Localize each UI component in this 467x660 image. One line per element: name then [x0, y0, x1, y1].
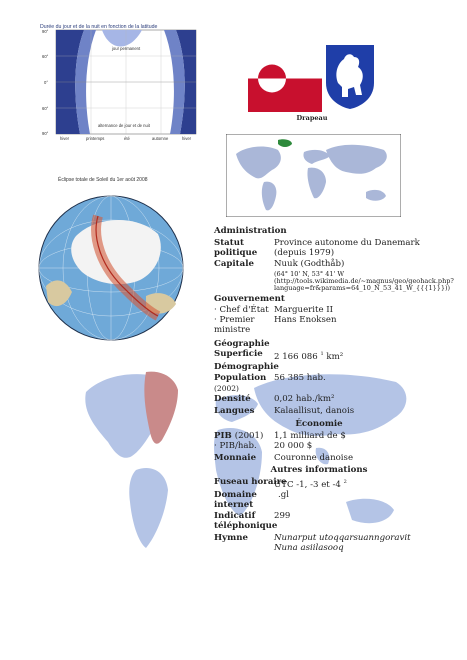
eco-heading: Économie — [295, 419, 343, 429]
capitale-url-1[interactable]: (http://tools.wikimedia.de/~magnus/geo/geohack.php? — [274, 277, 454, 285]
y-tick: 90° — [42, 131, 49, 136]
indicatif-value: 299 — [274, 511, 291, 521]
chef-value: Marguerite II — [274, 305, 334, 315]
hymne-label: Hymne — [214, 533, 248, 543]
capitale-value: Nuuk (Godthåb) — [274, 259, 345, 269]
gouvernement-label: Gouvernement — [214, 294, 285, 304]
superficie-value: 2 166 086 $^1$ km² — [274, 351, 344, 362]
premier-label: · Premier ministre — [214, 315, 255, 335]
pib-value: 1,1 milliard de $ — [274, 431, 346, 441]
admin-heading: Administration — [214, 226, 287, 236]
x-tick: automne — [152, 136, 169, 141]
statut-value: Province autonome du Danemark (depuis 1979) — [274, 238, 420, 258]
langues-label: Langues — [214, 406, 255, 416]
y-tick: 60° — [42, 54, 49, 59]
eclipse-globe — [26, 176, 196, 346]
eclipse-title: Éclipse totale de Soleil du 1er août 2008 — [58, 177, 148, 183]
capitale-url-2[interactable]: language=fr&params=64_10_N_53_41_W_{{{1}}})) — [274, 284, 451, 292]
y-tick: 60° — [42, 106, 49, 111]
demo-heading: Démographie — [214, 362, 279, 372]
flag-caption: Drapeau — [296, 114, 328, 122]
coat-of-arms — [324, 43, 376, 110]
hymne-value-1: Nunarput utoqqarsuanngoravit — [274, 533, 411, 543]
statut-label: Statut politique — [214, 238, 258, 258]
population-value: 56 385 hab. — [274, 373, 326, 383]
indicatif-label: Indicatif téléphonique — [214, 511, 278, 531]
langues-value: Kalaallisut, danois — [274, 406, 355, 416]
densite-value: 0,02 hab./km² — [274, 394, 335, 404]
population-year: (2002) — [214, 384, 239, 393]
capitale-label: Capitale — [214, 259, 254, 269]
geo-heading: Géographie — [214, 339, 270, 349]
chef-label: · Chef d'État — [214, 305, 269, 315]
domaine-value[interactable]: .gl — [278, 490, 289, 500]
x-tick: été — [124, 136, 130, 141]
x-tick: printemps — [86, 136, 105, 141]
population-label: Population — [214, 373, 267, 383]
autres-heading: Autres informations — [270, 465, 368, 475]
superficie-label: Superficie — [214, 349, 263, 359]
pib-label: PIB (2001) — [214, 431, 264, 441]
premier-value: Hans Enoksen — [274, 315, 337, 325]
capitale-coords: (64° 10' N, 53° 41' W — [274, 270, 345, 278]
monnaie-label: Monnaie — [214, 453, 257, 463]
pibhab-label: · PIB/hab. — [214, 441, 257, 451]
daylight-chart-title: Durée du jour et de la nuit en fonction de la latitude — [40, 24, 158, 30]
locator-map — [226, 134, 401, 217]
x-tick: hiver — [182, 136, 192, 141]
label-permanent: jour permanent — [112, 46, 141, 51]
y-tick: 90° — [42, 29, 49, 34]
hymne-value-2: Nuna asiilasooq — [274, 543, 344, 553]
label-alternance: alternance de jour et de nuit — [98, 123, 150, 128]
fuseau-value: UTC -1, -3 et -4 $^2$ — [274, 479, 347, 490]
fuseau-label: Fuseau horaire — [214, 477, 287, 487]
daylight-chart — [40, 22, 200, 144]
densite-label: Densité — [214, 394, 251, 404]
domaine-label: Domaine internet — [214, 490, 257, 510]
pibhab-value: 20 000 $ — [274, 441, 313, 451]
x-tick: hiver — [60, 136, 70, 141]
greenland-flag — [248, 45, 322, 112]
monnaie-value: Couronne danoise — [274, 453, 354, 463]
y-tick: 0° — [44, 80, 49, 85]
